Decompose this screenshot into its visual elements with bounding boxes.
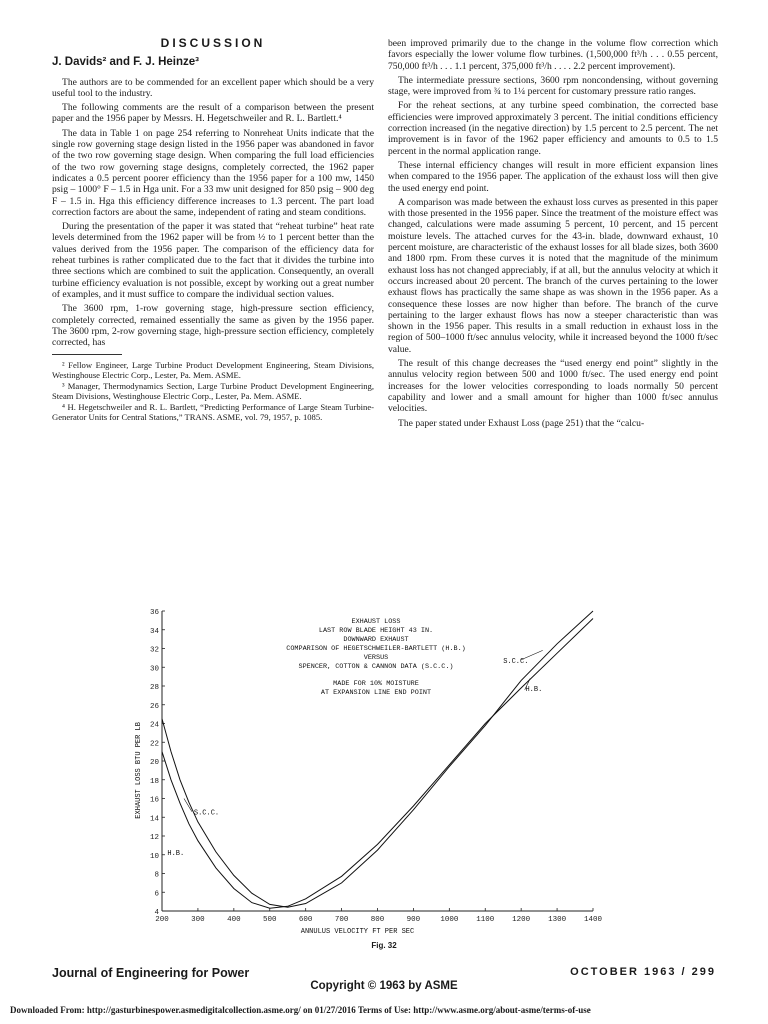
- footnote: ² Fellow Engineer, Large Turbine Product Development Engineering, Steam Divisions, Westinghouse Electric Corp., Lester, Pa. Mem. ASME.: [52, 360, 374, 381]
- section-heading: DISCUSSION: [160, 36, 266, 50]
- y-tick-label: 18: [149, 777, 159, 786]
- x-tick-label: 300: [191, 916, 205, 924]
- x-tick-label: 900: [406, 916, 421, 924]
- x-axis-label: ANNULUS VELOCITY FT PER SEC: [300, 928, 415, 936]
- x-tick-label: 400: [227, 916, 241, 924]
- series-label-scc-right: S.C.C.: [503, 657, 529, 666]
- chart-title-line: COMPARISON OF HEGETSCHWEILER-BARTLETT (H.B.): [286, 645, 466, 653]
- y-tick-label: 14: [149, 815, 159, 824]
- footnote: ³ Manager, Thermodynamics Section, Large Turbine Product Development Engineering, Steam Divisions, Westinghouse Electric Corp., Lester, Pa. Mem. ASME.: [52, 381, 374, 402]
- y-tick-label: 12: [149, 834, 159, 842]
- x-tick-label: 1200: [512, 916, 531, 924]
- right-paragraph: The result of this change decreases the “used energy end point” slightly in the annulus velocity region between 500 and 1000 ft/sec. The used energy end point increases for the lower velocities corresponding to loads normally 50 percent capability and lower and a small amount for higher than 1000 ft/sec annulus velocities.: [388, 358, 718, 415]
- chart-title-line: VERSUS: [363, 654, 389, 662]
- chart-title-line: EXHAUST LOSS: [351, 618, 401, 626]
- right-paragraph: A comparison was made between the exhaust loss curves as presented in this paper with those presented in the 1956 paper. Since the treatment of the moisture effect was changed, calculations were made assuming 5 percent, 10 percent, and 15 percent moisture levels. The attached curves for the 43-in. blade, downward exhaust, 10 percent moisture, are characteristic of the exhaust losses for all blade sizes, both 3600 and 1800 rpm. From these curves it is noted that the magnitude of the minimum exhaust loss has not changed appreciably, if at all, but the annulus velocity at which it occurs increased about 20 percent. The branch of the curves pertaining to the lower exhaust flows has practically the same shape as was shown in the 1956 paper. As a consequence these losses are now higher than before. The branch of the curve pertaining to the larger exhaust flows has now a steeper characteristic than was shown in the 1956 paper. This results in a small reduction in exhaust loss in the region of 500–1000 ft/sec annulus velocity, while it increased beyond the 1000 ft/sec value.: [388, 196, 718, 355]
- exhaust-loss-chart: [128, 603, 608, 943]
- chart-note-line: MADE FOR 10% MOISTURE: [333, 680, 419, 688]
- left-paragraph: The 3600 rpm, 1-row governing stage, high-pressure section efficiency, completely corrected, remained essentially the same as given by the 1956 paper. The 3600 rpm, 2-row governing stage, high-pressure section efficiency, completely corrected, has: [52, 303, 374, 349]
- left-paragraph: During the presentation of the paper it was stated that “reheat turbine” heat rate levels determined from the 1962 paper will be from ½ to 1 percent better than the values derived from the 1956 paper. The comparison of the efficiency data for reheat turbines is rather complicated due to the fact that it divides the turbine into three sections which are combined to suit the application. Consequently, an overall turbine efficiency evaluation is not possible, except by working out a great number of examples, and it must suffice to compare the individual section values.: [52, 221, 374, 300]
- chart-title-line: LAST ROW BLADE HEIGHT 43 IN.: [318, 627, 434, 635]
- chart-title-line: DOWNWARD EXHAUST: [343, 636, 409, 644]
- y-tick-label: 16: [149, 796, 159, 805]
- y-tick-label: 34: [149, 627, 159, 636]
- x-tick-label: 1300: [548, 916, 567, 924]
- series-label-scc-left: S.C.C.: [193, 809, 220, 818]
- chart-title-line: SPENCER, COTTON & CANNON DATA (S.C.C.): [298, 663, 454, 671]
- y-tick-label: 36: [149, 609, 159, 617]
- left-column: [52, 38, 374, 423]
- series-label-hb-right: H.B.: [525, 685, 543, 694]
- left-paragraph: The authors are to be commended for an excellent paper which should be a very useful tool to the industry.: [52, 76, 374, 99]
- scc-leader-right: [521, 650, 543, 659]
- y-tick-label: 4: [154, 909, 159, 917]
- y-axis-label: EXHAUST LOSS BTU PER LB: [135, 722, 143, 819]
- y-tick-label: 30: [149, 665, 159, 674]
- footnote-divider: [52, 354, 122, 355]
- footnote: ⁴ H. Hegetschweiler and R. L. Bartlett, “Predicting Performance of Large Steam Turbine-Generator Units for Central Stations,” TRANS. ASME, vol. 79, 1957, p. 1085.: [52, 402, 374, 423]
- left-paragraph: The following comments are the result of a comparison between the present paper and the 1956 paper by Messrs. H. Hegetschweiler and R. L. Bartlett.⁴: [52, 102, 374, 125]
- x-tick-label: 700: [334, 916, 349, 924]
- x-tick-label: 600: [298, 916, 313, 924]
- chart-labels: [135, 618, 543, 936]
- chart-note-line: AT EXPANSION LINE END POINT: [320, 689, 432, 697]
- right-paragraph: The paper stated under Exhaust Loss (page 251) that the “calcu-: [398, 417, 645, 429]
- journal-name: Journal of Engineering for Power: [52, 966, 250, 980]
- x-tick-label: 1000: [440, 916, 459, 924]
- x-tick-label: 800: [370, 916, 385, 924]
- right-paragraph: These internal efficiency changes will result in more efficient expansion lines when compared to the 1956 paper. The application of the exhaust loss will then give the used energy end point.: [388, 159, 718, 194]
- series-label-hb-left: H.B.: [167, 849, 185, 858]
- x-tick-label: 1400: [583, 916, 603, 924]
- y-tick-label: 6: [154, 890, 159, 899]
- right-paragraph: For the reheat sections, at any turbine speed combination, the corrected base efficiencies were improved approximately 3 percent. The initial conditions efficiency correction increased (in the negative direction) by 1.5 percent to 2.5 percent. The net improvement is in favor of the 1962 paper efficiency and amounts to 0.5 to 1.5 percent in the normal application range.: [388, 100, 718, 157]
- y-tick-label: 24: [149, 721, 159, 730]
- y-tick-label: 28: [149, 684, 159, 692]
- y-tick-label: 10: [149, 852, 159, 861]
- y-tick-label: 32: [149, 646, 159, 655]
- y-tick-label: 22: [149, 740, 159, 749]
- x-tick-label: 1100: [476, 916, 495, 924]
- left-paragraph: The data in Table 1 on page 254 referring to Nonreheat Units indicate that the single row governing stage design listed in the 1956 paper was abandoned in favor of the two row governing stage design. When comparing the full load efficiencies of the two row governing stage designs, completely corrected, the 1962 paper indicates a 0.5 percent poorer efficiency than the 1956 paper for a 100 mw, 1450 psig – 1000° F – 1.5 in Hga unit. For a 33 mw unit designed for 850 psig – 900 deg F – 1.5 in. Hga this efficiency difference increases to 1.3 percent. The part load correction factors are about the same, independent of rating and steam conditions.: [52, 127, 374, 218]
- right-column: [388, 38, 718, 432]
- copyright-notice: Copyright © 1963 by ASME: [310, 980, 458, 992]
- figure-caption: Fig. 32: [371, 941, 397, 950]
- download-notice: Downloaded From: http://gasturbinespower.asmedigitalcollection.asme.org/ on 01/27/2016 Terms of Use: http://www.asme.org/about-asme/terms-of-use: [10, 1005, 591, 1015]
- x-tick-label: 200: [155, 916, 169, 924]
- x-tick-label: 500: [262, 916, 277, 924]
- authors-line: J. Davids² and F. J. Heinze³: [52, 56, 199, 69]
- right-paragraph: The intermediate pressure sections, 3600 rpm noncondensing, without governing stage, were improved from ¾ to 1¼ percent for customary pressure ratio ranges.: [388, 74, 718, 98]
- issue-and-page: OCTOBER 1963 / 299: [570, 966, 716, 978]
- y-tick-label: 20: [149, 759, 159, 767]
- y-tick-label: 26: [149, 702, 159, 711]
- right-paragraph: been improved primarily due to the change in the volume flow correction which favors especially the lower volume flow turbines. (1,500,000 ft³/h . . . 0.55 percent, 750,000 ft³/h . . . 1.1 percent, 375,000 ft³/h . . . . 2.2 percent improvement).: [388, 38, 718, 72]
- y-tick-label: 8: [154, 871, 159, 880]
